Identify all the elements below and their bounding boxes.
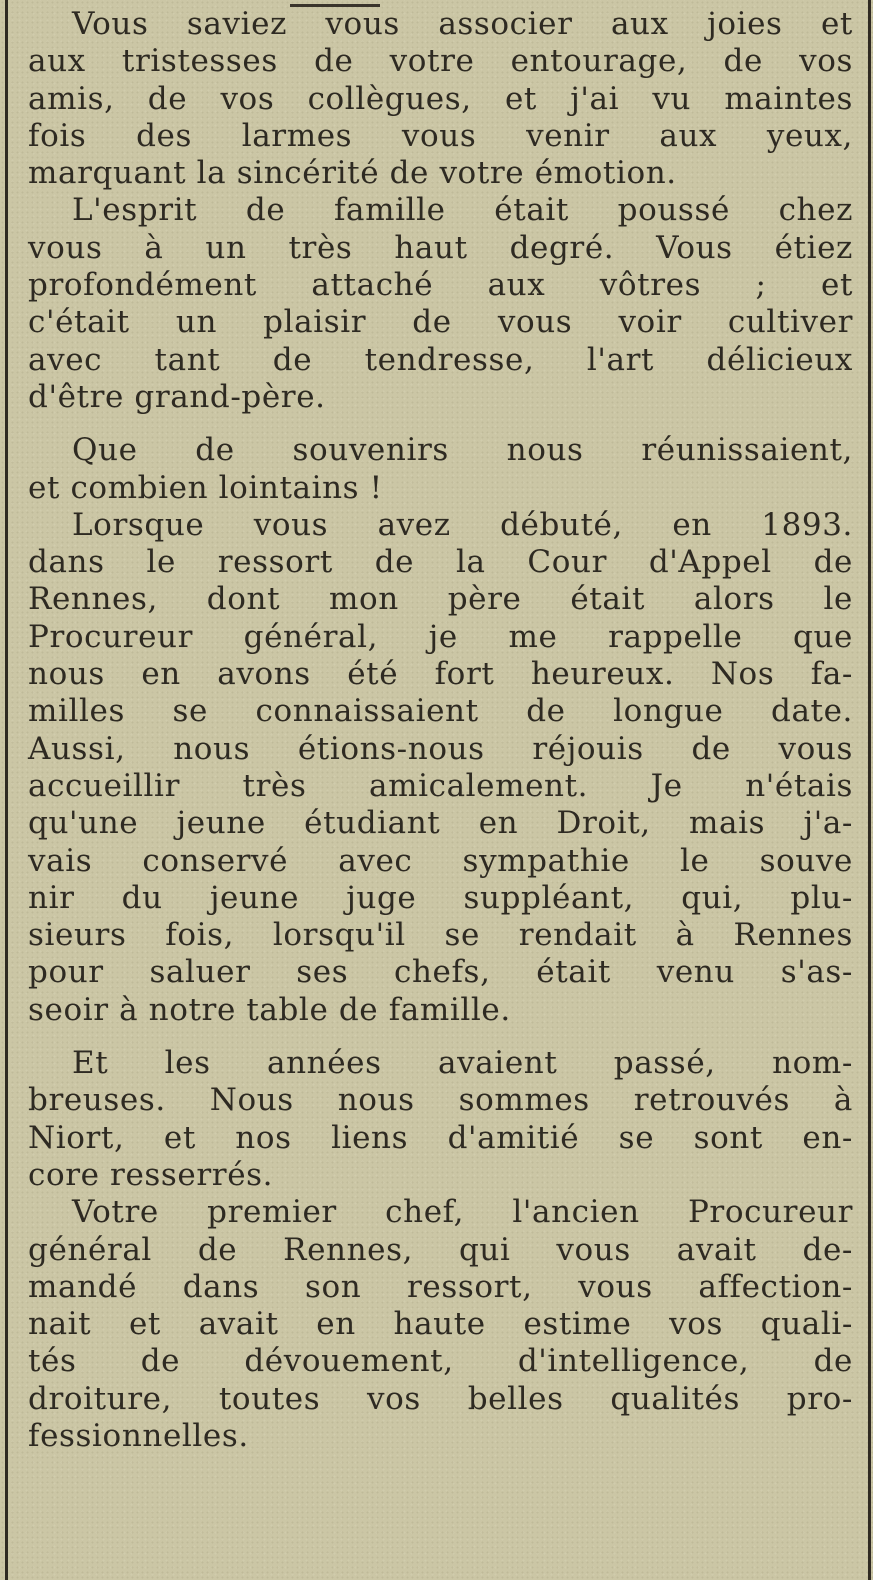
- text-line: nir du jeune juge suppléant, qui, plu-: [28, 879, 853, 916]
- text-line: core resserrés.: [28, 1156, 274, 1193]
- paragraph-2: [28, 192, 853, 416]
- text-line: milles se connaissaient de longue date.: [28, 693, 853, 730]
- text-line: Vous saviez vous associer aux joies et: [72, 6, 853, 42]
- text-line: seoir à notre table de famille.: [28, 991, 511, 1028]
- text-line: Rennes, dont mon père était alors le: [28, 581, 853, 618]
- text-line: fessionnelles.: [28, 1417, 249, 1454]
- text-line: avec tant de tendresse, l'art délicieux: [28, 341, 853, 378]
- text-line: Votre premier chef, l'ancien Procureur: [72, 1194, 853, 1231]
- paragraph-4: [28, 507, 853, 1029]
- text-line: fois des larmes vous venir aux yeux,: [28, 117, 853, 154]
- text-line: Niort, et nos liens d'amitié se sont en-: [28, 1119, 853, 1156]
- text-line: L'esprit de famille était poussé chez: [72, 192, 853, 229]
- text-line: général de Rennes, qui vous avait de-: [28, 1231, 853, 1268]
- text-line: d'être grand-père.: [28, 378, 326, 415]
- paragraph-5: [28, 1045, 853, 1194]
- text-line: accueillir très amicalement. Je n'étais: [28, 767, 853, 804]
- text-line: droiture, toutes vos belles qualités pro-: [28, 1380, 853, 1417]
- text-line: marquant la sincérité de votre émotion.: [28, 155, 677, 192]
- text-line: sieurs fois, lorsqu'il se rendait à Rennes: [28, 917, 853, 954]
- column-rule-right: [868, 0, 871, 1580]
- paragraph-1: [28, 6, 853, 192]
- text-line: amis, de vos collègues, et j'ai vu maintes: [28, 80, 853, 117]
- paragraph-gap: [28, 416, 853, 432]
- text-line: pour saluer ses chefs, était venu s'as-: [28, 954, 853, 991]
- text-line: qu'une jeune étudiant en Droit, mais j'a-: [28, 805, 853, 842]
- text-line: mandé dans son ressort, vous affection-: [28, 1268, 853, 1305]
- text-line: nous en avons été fort heureux. Nos fa-: [28, 656, 853, 693]
- text-line: vais conservé avec sympathie le souve: [28, 842, 853, 879]
- text-line: c'était un plaisir de vous voir cultiver: [28, 304, 853, 341]
- text-line: vous à un très haut degré. Vous étiez: [28, 229, 853, 266]
- text-line: Lorsque vous avez débuté, en 1893.: [72, 506, 853, 543]
- paragraph-6: [28, 1194, 853, 1455]
- text-line: Aussi, nous étions-nous réjouis de vous: [28, 730, 853, 767]
- paragraph-3: [28, 432, 853, 507]
- text-line: aux tristesses de votre entourage, de vos: [28, 43, 853, 80]
- text-line: Et les années avaient passé, nom-: [72, 1045, 853, 1082]
- column-rule-left: [5, 0, 8, 1580]
- text-line: breuses. Nous nous sommes retrouvés à: [28, 1082, 853, 1119]
- paragraph-gap: [28, 1029, 853, 1045]
- text-line: dans le ressort de la Cour d'Appel de: [28, 544, 853, 581]
- text-line: nait et avait en haute estime vos quali-: [28, 1306, 853, 1343]
- text-line: et combien lointains !: [28, 469, 383, 506]
- text-line: tés de dévouement, d'intelligence, de: [28, 1343, 853, 1380]
- text-line: Que de souvenirs nous réunissaient,: [72, 432, 853, 469]
- article-column: [28, 6, 853, 1455]
- text-line: Procureur général, je me rappelle que: [28, 618, 853, 655]
- text-line: profondément attaché aux vôtres ; et: [28, 267, 853, 304]
